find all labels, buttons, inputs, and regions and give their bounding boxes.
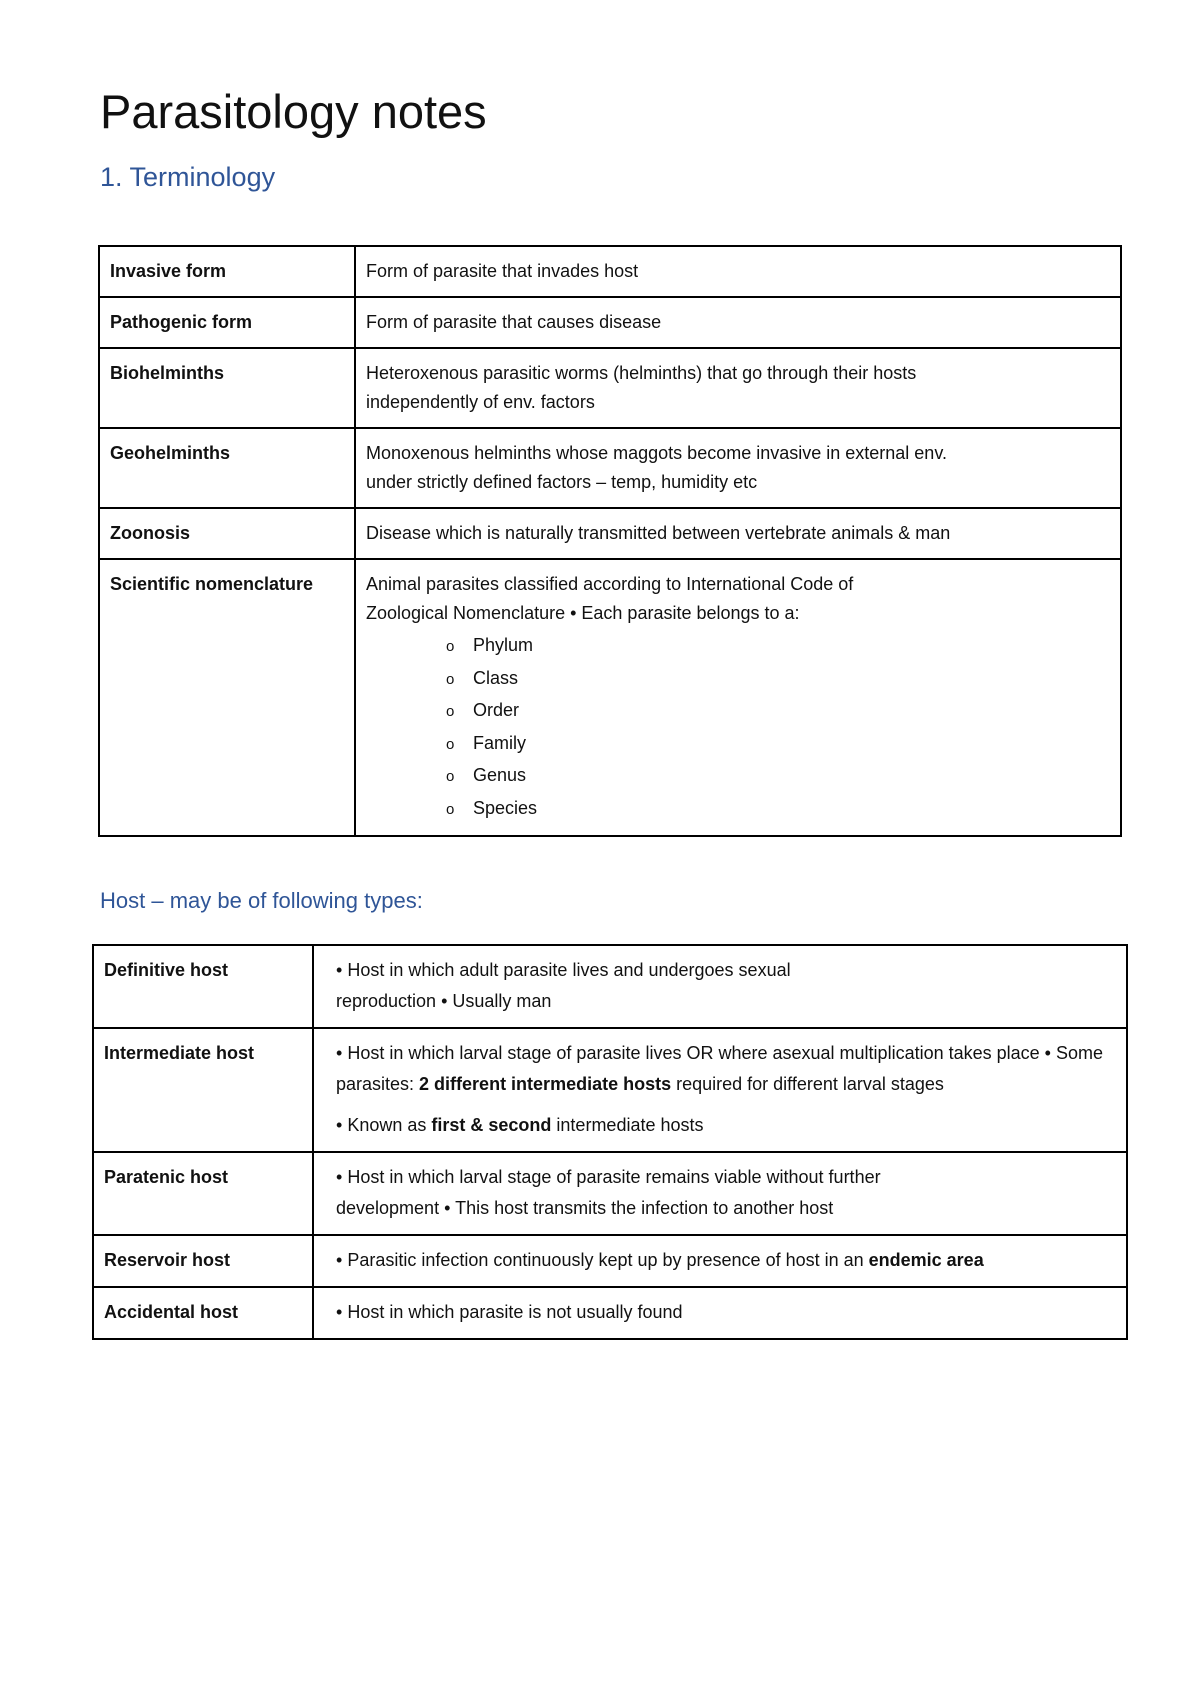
definition-line: Heteroxenous parasitic worms (helminths) that go through their hosts <box>366 363 917 383</box>
circle-bullet-icon: o <box>446 703 455 720</box>
bullet-icon: • <box>336 1250 343 1270</box>
table-row <box>93 1152 1127 1235</box>
definition-cell <box>313 1235 1127 1287</box>
term-cell: Zoonosis <box>99 508 355 559</box>
list-item <box>446 695 1110 728</box>
definition-cell <box>355 559 1121 836</box>
rank-label: Order <box>473 700 520 720</box>
table-row <box>99 559 1121 836</box>
definition-line: under strictly defined factors – temp, humidity etc <box>366 472 758 492</box>
definition-cell <box>313 1287 1127 1339</box>
table-row <box>99 246 1121 297</box>
term-cell: Geohelminths <box>99 428 355 508</box>
definition-line <box>336 1162 1116 1193</box>
definition-cell <box>313 1152 1127 1235</box>
list-item <box>446 630 1110 663</box>
definition-paragraph <box>336 1038 1116 1100</box>
text: intermediate hosts <box>551 1115 704 1135</box>
circle-bullet-icon: o <box>446 800 455 818</box>
text: Usually man <box>452 991 552 1011</box>
term-cell: Pathogenic form <box>99 297 355 348</box>
emphasis: endemic area <box>868 1250 984 1270</box>
rank-label: Genus <box>473 765 527 785</box>
definition-cell <box>355 428 1121 508</box>
definition-line: independently of env. factors <box>366 392 595 412</box>
emphasis: 2 different intermediate hosts <box>419 1074 672 1094</box>
term-cell: Intermediate host <box>93 1028 313 1152</box>
rank-label: Class <box>473 667 519 688</box>
definition-paragraph <box>336 1110 1116 1141</box>
emphasis: first & second <box>431 1115 552 1135</box>
definition-line <box>336 1193 1116 1224</box>
text: Host in which adult parasite lives and undergoes sexual <box>347 960 791 980</box>
text: This host transmits the infection to another host <box>455 1198 834 1218</box>
text: reproduction <box>336 991 442 1011</box>
circle-bullet-icon: o <box>446 735 455 753</box>
text: Some parasites: <box>336 1043 1104 1094</box>
bullet-icon: • <box>336 1302 343 1322</box>
definition-line <box>336 986 1116 1017</box>
table-row <box>93 1287 1127 1339</box>
bullet-icon: • <box>336 960 343 980</box>
bullet-icon: • <box>444 1198 451 1218</box>
term-cell: Reservoir host <box>93 1235 313 1287</box>
page-title: Parasitology notes <box>100 85 487 138</box>
circle-bullet-icon: o <box>446 768 455 785</box>
definition-cell: Form of parasite that invades host <box>355 246 1121 297</box>
list-item <box>446 793 1110 826</box>
definition-cell <box>313 945 1127 1028</box>
list-item <box>446 760 1110 793</box>
bullet-icon: • <box>336 1167 343 1187</box>
text: Host in which larval stage of parasite lives OR where asexual multiplication takes place <box>347 1043 1045 1063</box>
definition-cell: Disease which is naturally transmitted between vertebrate animals & man <box>355 508 1121 559</box>
definition-line: Animal parasites classified according to International Code of <box>366 574 854 594</box>
bullet-icon: • <box>336 1043 343 1063</box>
list-item <box>446 663 1110 696</box>
term-cell: Invasive form <box>99 246 355 297</box>
table-row <box>93 1235 1127 1287</box>
definition-line <box>336 955 1116 986</box>
host-types-table <box>92 944 1128 1340</box>
text: Known as <box>347 1115 432 1135</box>
text: development <box>336 1198 445 1218</box>
term-cell: Paratenic host <box>93 1152 313 1235</box>
table-row <box>93 945 1127 1028</box>
definition-line: Monoxenous helminths whose maggots become invasive in external env. <box>366 443 947 463</box>
circle-bullet-icon: o <box>446 638 455 655</box>
text: required for different larval stages <box>671 1074 944 1094</box>
list-item <box>446 728 1110 761</box>
term-cell: Biohelminths <box>99 348 355 428</box>
terminology-table <box>98 245 1122 837</box>
definition-cell <box>313 1028 1127 1152</box>
table-row <box>99 297 1121 348</box>
table-row <box>99 508 1121 559</box>
term-cell: Definitive host <box>93 945 313 1028</box>
text: Host in which parasite is not usually found <box>347 1302 683 1322</box>
term-cell: Accidental host <box>93 1287 313 1339</box>
definition-cell: Form of parasite that causes disease <box>355 297 1121 348</box>
definition-cell <box>355 348 1121 428</box>
rank-label: Phylum <box>473 635 534 655</box>
table-row <box>93 1028 1127 1152</box>
rank-label: Family <box>473 732 526 753</box>
text: Host in which larval stage of parasite remains viable without further <box>347 1167 881 1187</box>
bullet-icon: • <box>336 1115 343 1135</box>
table-row <box>99 348 1121 428</box>
text: Parasitic infection continuously kept up by presence of host in an <box>347 1250 869 1270</box>
term-cell: Scientific nomenclature <box>99 559 355 836</box>
taxonomic-rank-list <box>446 630 1110 825</box>
definition-line: Zoological Nomenclature • Each parasite belongs to a: <box>366 603 800 623</box>
circle-bullet-icon: o <box>446 670 455 688</box>
section-heading-hosts: Host – may be of following types: <box>100 888 423 913</box>
rank-label: Species <box>473 797 538 818</box>
bullet-icon: • <box>441 991 448 1011</box>
table-row <box>99 428 1121 508</box>
bullet-icon: • <box>1044 1043 1051 1063</box>
section-heading-terminology: 1. Terminology <box>100 162 276 192</box>
